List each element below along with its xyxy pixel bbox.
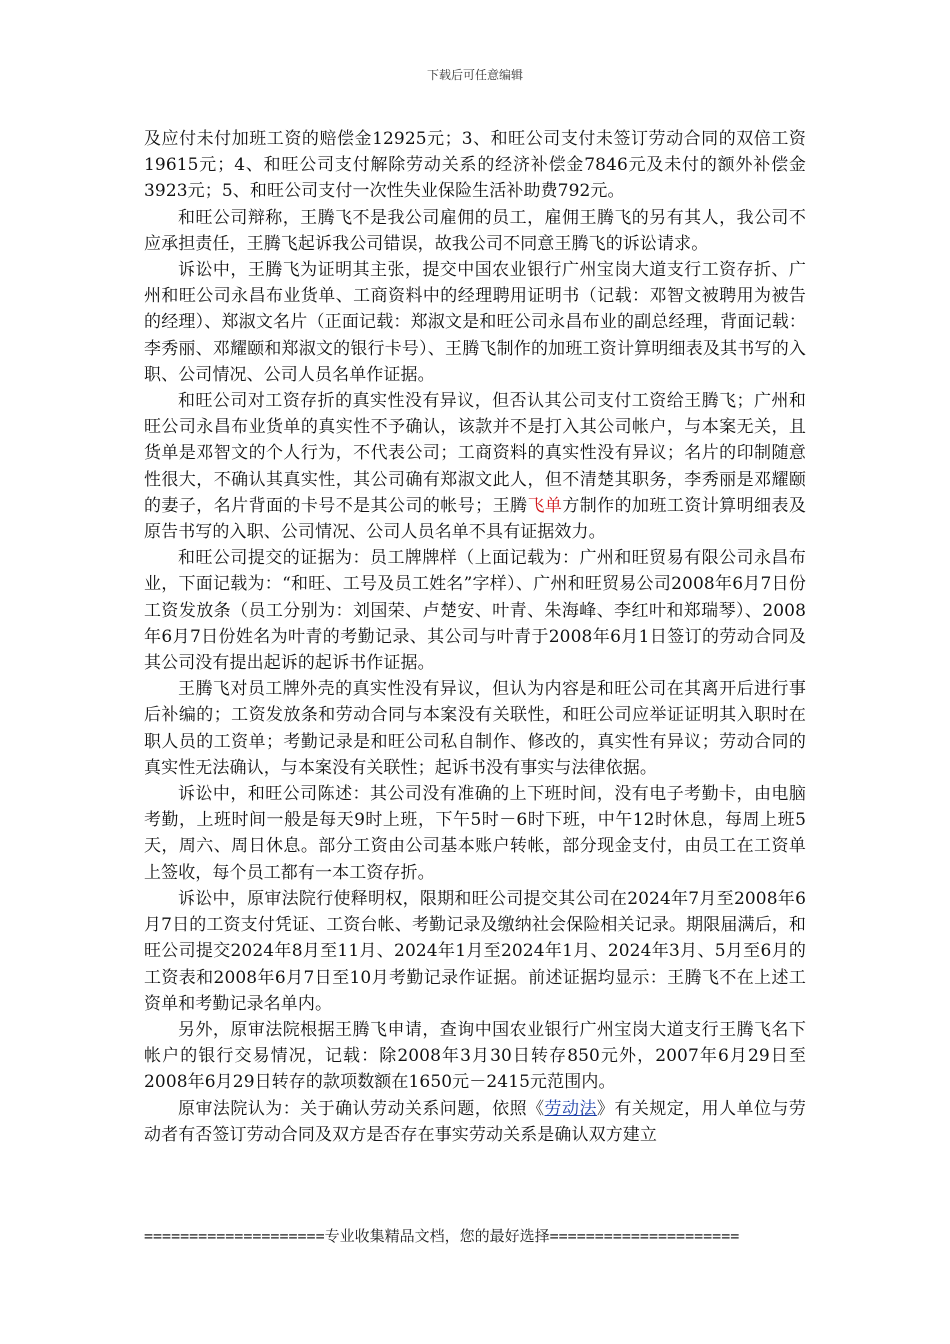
document-body [144,126,806,1148]
highlighted-text: 飞单 [527,495,563,516]
paragraph: 及应付未付加班工资的赔偿金12925元；3、和旺公司支付未签订劳动合同的双倍工资19615元；4、和旺公司支付解除劳动关系的经济补偿金7846元及未付的额外补偿金3923元；5、和旺公司支付一次性失业保险生活补助费792元。 [144,129,806,202]
paragraph-text: 和旺公司对工资存折的真实性没有异议，但否认其公司支付工资给王腾飞；广州和旺公司永昌布业货单的真实性不予确认，该款并不是打入其公司帐户，与本案无关，且货单是邓智文的个人行为，不代表公司；工商资料的真实性没有异议；名片的印制随意性很大，不确认其真实性，其公司确有郑淑文此人，但不清楚其职务，李秀丽是邓耀颐的妻子，名片背面的卡号不是其公司的帐号；王腾 [144,391,806,516]
paragraph: 和旺公司提交的证据为：员工牌牌样（上面记载为：广州和旺贸易有限公司永昌布业，下面记载为：“和旺、工号及员工姓名”字样）、广州和旺贸易公司2008年6月7日份工资发放条（员工分别为：刘国荣、卢楚安、叶青、朱海峰、李红叶和郑瑞琴）、2008年6月7日份姓名为叶青的考勤记录、其公司与叶青于2008年6月1日签订的劳动合同及其公司没有提出起诉的起诉书作证据。 [144,548,806,674]
paragraph: 诉讼中，和旺公司陈述：其公司没有准确的上下班时间，没有电子考勤卡，由电脑考勤，上班时间一般是每天9时上班，下午5时－6时下班，中午12时休息，每周上班5天，周六、周日休息。部分工资由公司基本账户转帐，部分现金支付，由员工在工资单上签收，每个员工都有一本工资存折。 [144,784,806,883]
paragraph: 诉讼中，原审法院行使释明权，限期和旺公司提交其公司在2024年7月至2008年6月7日的工资支付凭证、工资台帐、考勤记录及缴纳社会保险相关记录。期限届满后，和旺公司提交2024年8月至11月、2024年1月至2024年1月、2024年3月、5月至6月的工资表和2008年6月7日至10月考勤记录作证据。前述证据均显示：王腾飞不在上述工资单和考勤记录名单内。 [144,888,806,1014]
paragraph: 另外，原审法院根据王腾飞申请，查询中国农业银行广州宝岗大道支行王腾飞名下帐户的银行交易情况，记载：除2008年3月30日转存850元外，2007年6月29日至2008年6月29日转存的款项数额在1650元－2415元范围内。 [144,1019,806,1093]
paragraph [144,1096,806,1148]
paragraph: 诉讼中，王腾飞为证明其主张，提交中国农业银行广州宝岗大道支行工资存折、广州和旺公司永昌布业货单、工商资料中的经理聘用证明书（记载：邓智文被聘用为被告的经理）、郑淑文名片（正面记载：郑淑文是和旺公司永昌布业的副总经理，背面记载：李秀丽、邓耀颐和郑淑文的银行卡号）、王腾飞制作的加班工资计算明细表及其书写的入职、公司情况、公司人员名单作证据。 [144,260,806,385]
paragraph [144,388,806,545]
paragraph-text: 原审法院认为：关于确认劳动关系问题，依照《 [178,1098,545,1119]
page-footer: ====================专业收集精品文档，您的最好选择===================== [144,1227,740,1245]
paragraph: 和旺公司辩称，王腾飞不是我公司雇佣的员工，雇佣王腾飞的另有其人，我公司不应承担责任，王腾飞起诉我公司错误，故我公司不同意王腾飞的诉讼请求。 [144,207,806,254]
labor-law-link[interactable]: 劳动法 [544,1098,597,1119]
paragraph-text: 方制作的加班工资计算明细表及原告书写的入职、公司情况、公司人员名单不具有证据效力。 [144,495,806,543]
paragraph: 王腾飞对员工牌外壳的真实性没有异议，但认为内容是和旺公司在其离开后进行事后补编的；工资发放条和劳动合同与本案没有关联性，和旺公司应举证证明其入职时在职人员的工资单；考勤记录是和旺公司私自制作、修改的，真实性有异议；劳动合同的真实性无法确认，与本案没有关联性；起诉书没有事实与法律依据。 [144,679,806,778]
paragraph-text: 》有关规定，用人单位与劳动者有否签订劳动合同及双方是否存在事实劳动关系是确认双方建立 [144,1098,806,1145]
page-header: 下载后可任意编辑 [426,68,523,82]
